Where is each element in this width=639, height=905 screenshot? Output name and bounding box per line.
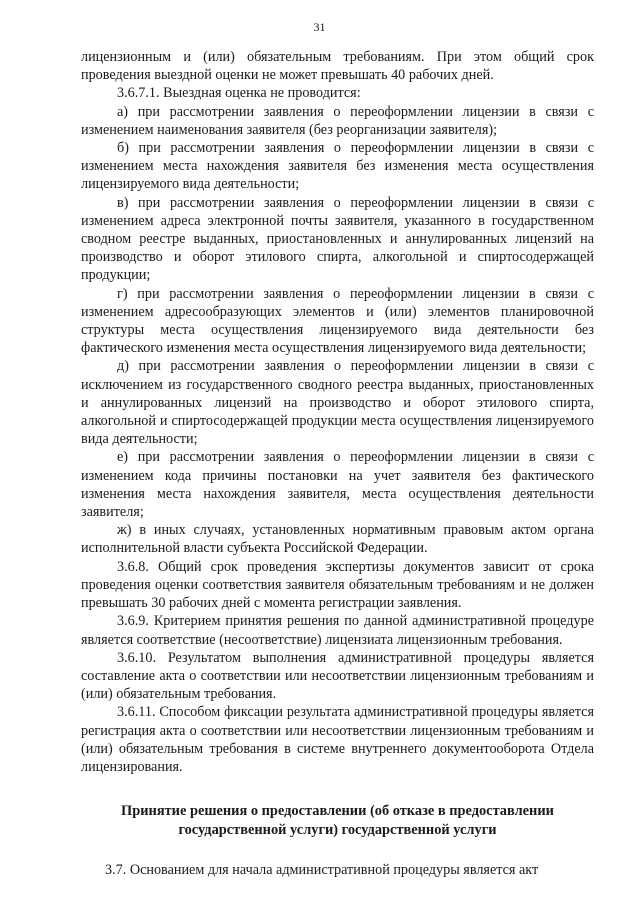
- page-number: 31: [313, 20, 326, 34]
- paragraph-3-6-7-1: 3.6.7.1. Выездная оценка не проводится:: [117, 85, 361, 102]
- paragraph-continuation: лицензионным и (или) обязательным требованиям. При этом общий срок проведения выездной оценки не может превышать 40 рабочих дней.: [81, 49, 594, 84]
- list-item-e: е) при рассмотрении заявления о переоформлении лицензии в связи с изменением кода причины постановки на учет заявителя без фактического изменения места нахождения заявителя, места осуществления деятельности заявителя;: [81, 449, 594, 521]
- list-item-g: г) при рассмотрении заявления о переоформлении лицензии в связи с изменением адресообразующих элементов и (или) элементов планировочной структуры места осуществления лицензируемого вида деятельности без фактического изменения места осуществления лицензируемого вида деятельности;: [81, 285, 594, 357]
- list-item-a: а) при рассмотрении заявления о переоформлении лицензии в связи с изменением наименования заявителя (без реорганизации заявителя);: [81, 103, 594, 138]
- list-item-d: д) при рассмотрении заявления о переоформлении лицензии в связи с исключением из государственного сводного реестра выданных, приостановленных и аннулированных лицензий на производство и оборот этилового спирта, алкогольной и спиртосодержащей продукции места осуществления лицензируемого вида деятельности;: [81, 358, 594, 448]
- paragraph-3-6-8: 3.6.8. Общий срок проведения экспертизы документов зависит от срока проведения оценки соответствия заявителя обязательным требованиям и не должен превышать 30 рабочих дней с момента регистрации заявления.: [81, 558, 594, 612]
- list-item-v: в) при рассмотрении заявления о переоформлении лицензии в связи с изменением адреса электронной почты заявителя, указанного в государственном сводном реестре выданных, приостановленных и аннулированных лицензий на производство и оборот этилового спирта, алкогольной и спиртосодержащей продукции;: [81, 194, 594, 284]
- paragraph-3-6-9: 3.6.9. Критерием принятия решения по данной административной процедуре является соответствие (несоответствие) лицензиата лицензионным требования.: [81, 613, 594, 648]
- list-item-b: б) при рассмотрении заявления о переоформлении лицензии в связи с изменением места нахождения заявителя без изменения места осуществления лицензируемого вида деятельности;: [81, 140, 594, 193]
- section-heading: Принятие решения о предоставлении (об отказе в предоставлении государственной услуги) государственной услуги: [121, 803, 554, 838]
- paragraph-3-6-11: 3.6.11. Способом фиксации результата административной процедуры является регистрация акта о соответствии или несоответствии лицензионным требованиям и (или) обязательным требования в системе внутреннего документооборота Отдела лицензирования.: [81, 704, 594, 775]
- paragraph-3-7: 3.7. Основанием для начала административной процедуры является акт: [105, 862, 539, 879]
- list-item-zh: ж) в иных случаях, установленных нормативным правовым актом органа исполнительной власти субъекта Российской Федерации.: [81, 522, 594, 557]
- paragraph-3-6-10: 3.6.10. Результатом выполнения административной процедуры является составление акта о соответствии или несоответствии лицензионным требованиям и (или) обязательным требования.: [81, 649, 594, 703]
- document-body: [81, 48, 594, 880]
